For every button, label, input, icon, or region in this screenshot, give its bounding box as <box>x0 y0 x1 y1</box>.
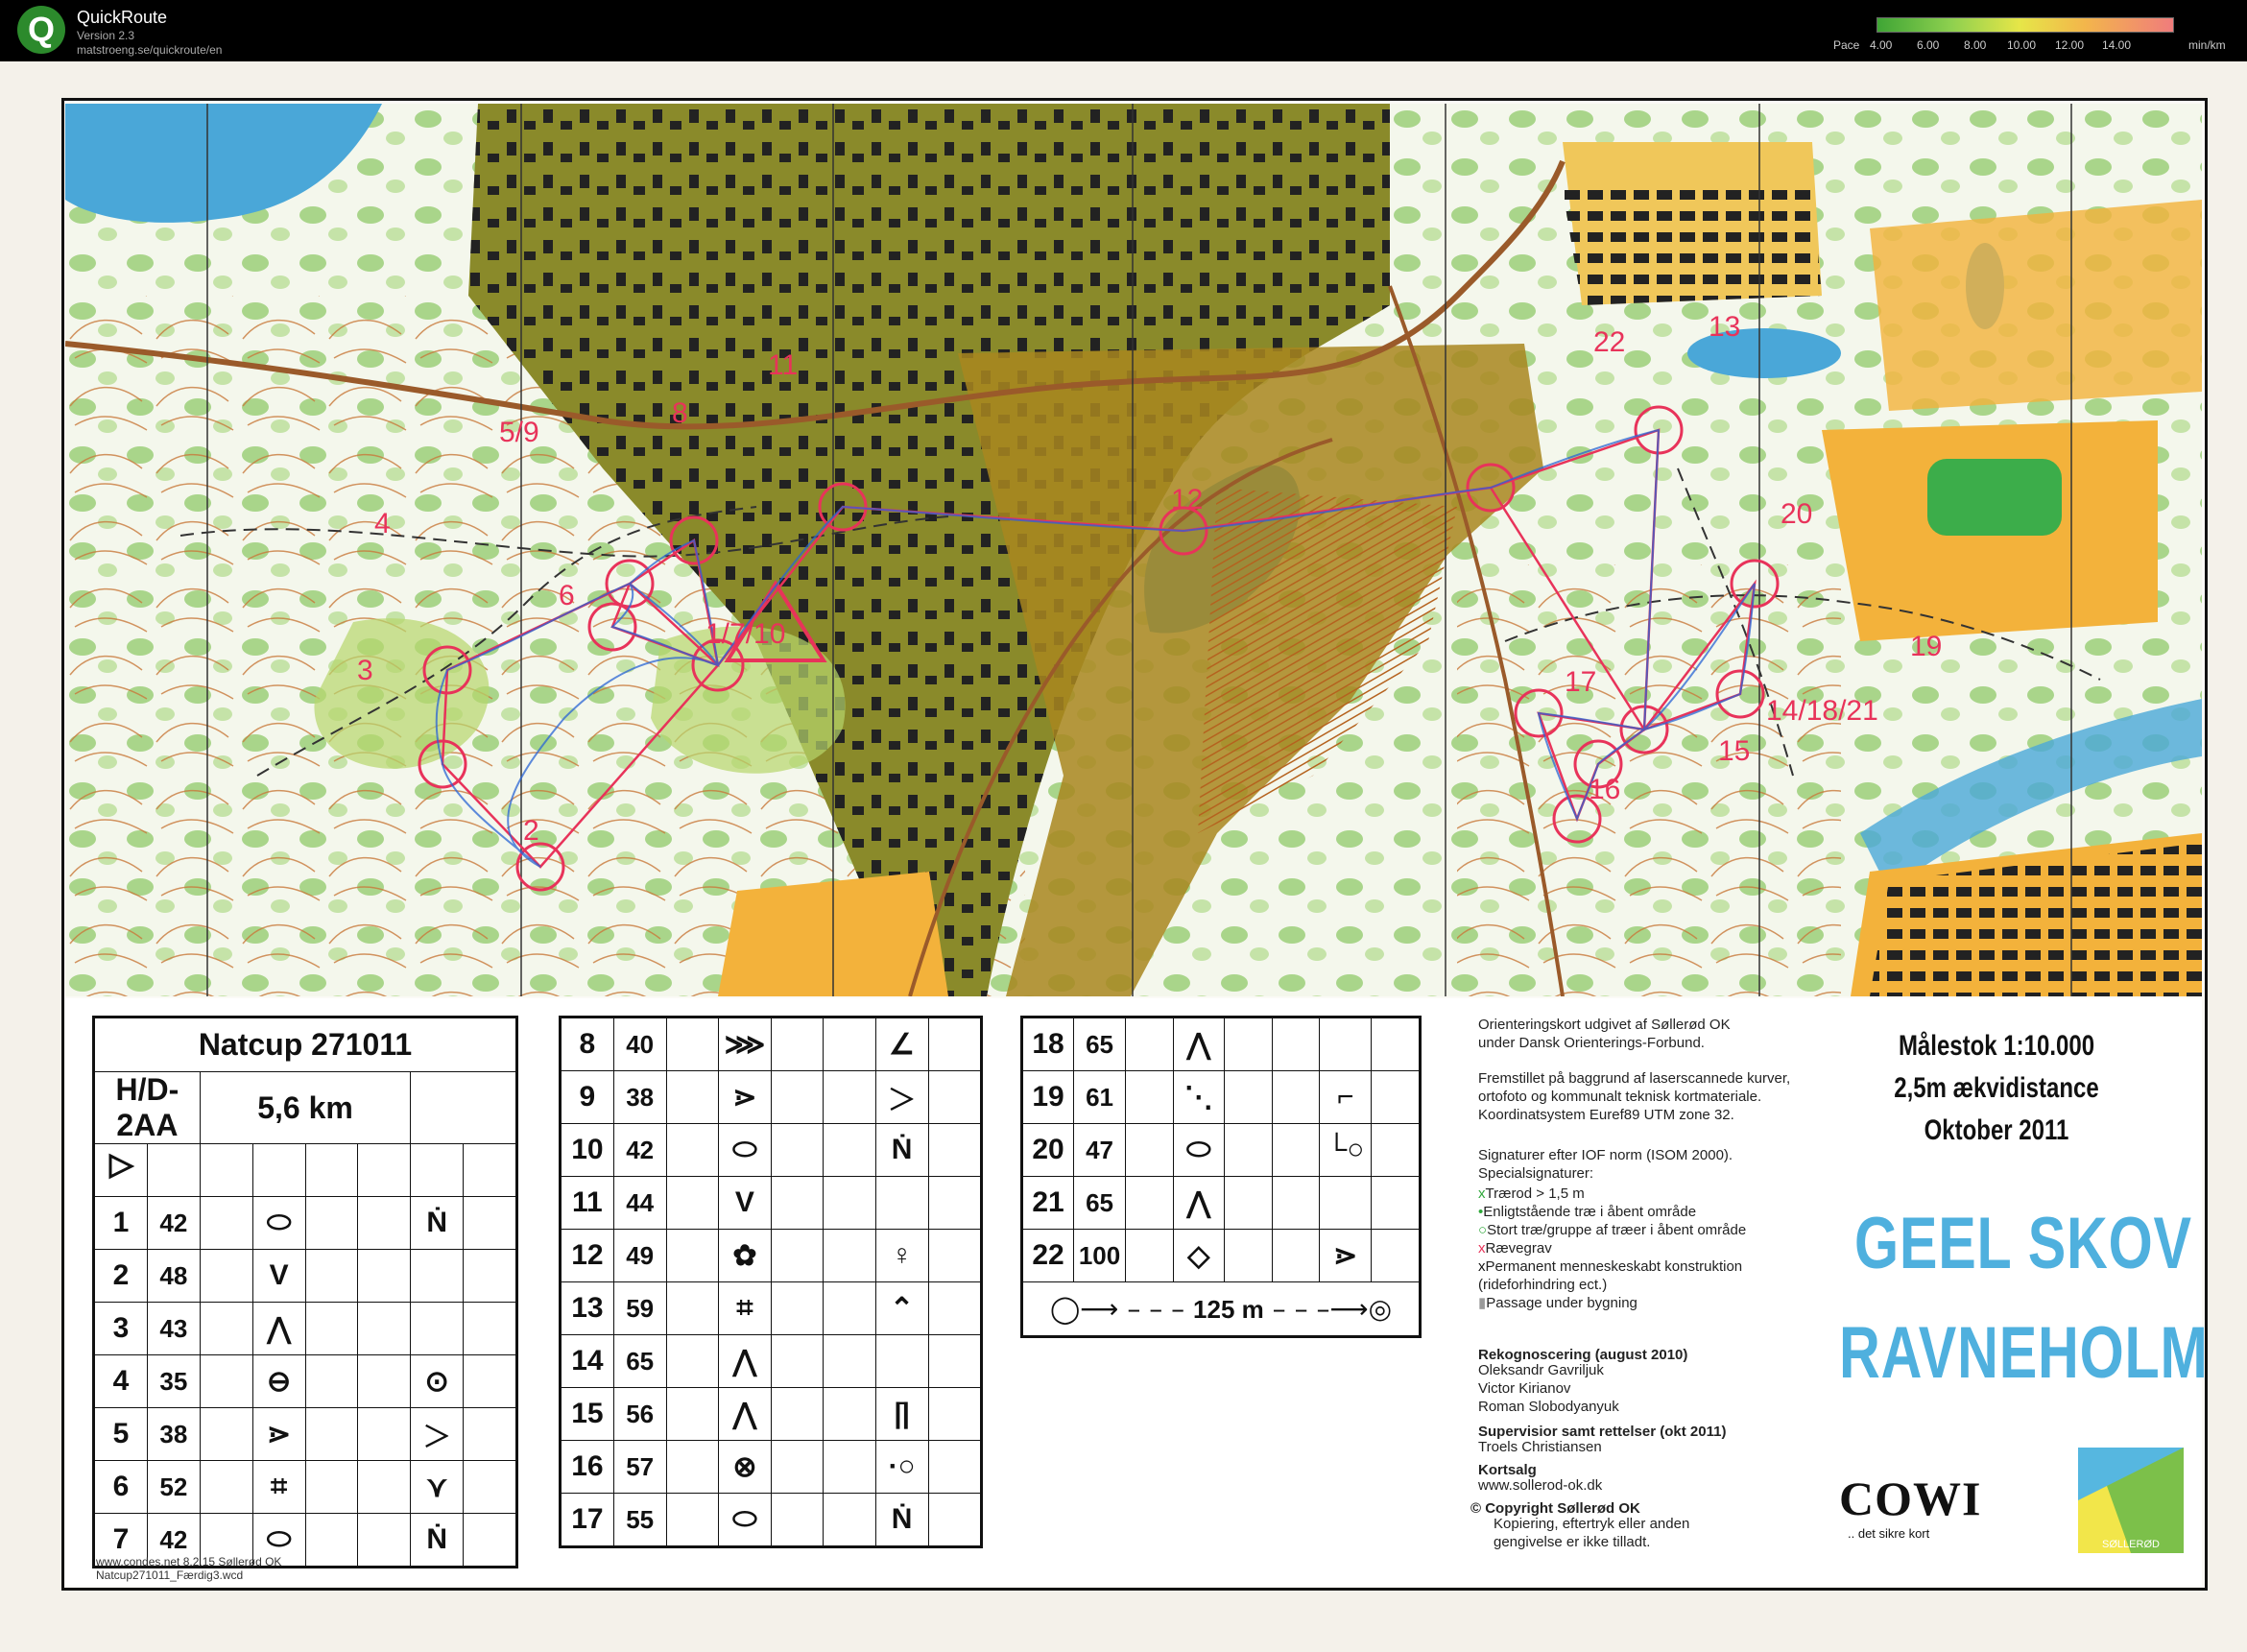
date-line: Oktober 2011 <box>1924 1114 2069 1146</box>
description-cell <box>1224 1177 1272 1230</box>
control-code: 48 <box>147 1250 200 1303</box>
description-cell <box>1272 1177 1320 1230</box>
feature-symbol-icon: ⌗ <box>252 1461 305 1514</box>
control-number: 16 <box>562 1441 614 1494</box>
control-row <box>95 1197 516 1250</box>
control-description-table-2 <box>559 1016 983 1548</box>
control-row <box>1023 1230 1420 1282</box>
pace-tick: 4.00 <box>1870 38 1893 52</box>
control-number: 9 <box>562 1071 614 1124</box>
feature-symbol-icon: ⋱ <box>1173 1071 1224 1124</box>
description-cell <box>358 1197 411 1250</box>
description-cell <box>305 1408 358 1461</box>
location-symbol-icon: ＞ <box>875 1071 928 1124</box>
description-cell <box>1224 1230 1272 1282</box>
description-cell <box>824 1124 875 1177</box>
special-symbol-icon: x <box>1478 1258 1486 1275</box>
location-symbol-icon: Ṅ <box>411 1514 464 1567</box>
pace-unit-label: min/km <box>2188 38 2226 52</box>
control-number: 15 <box>562 1388 614 1441</box>
location-symbol-icon: ⌐ <box>1320 1071 1372 1124</box>
description-cell <box>200 1303 252 1355</box>
special-symbol-text: Trærod > 1,5 m <box>1485 1185 1585 1202</box>
control-number: 18 <box>1023 1018 1074 1071</box>
control-number: 3 <box>95 1303 148 1355</box>
feature-symbol-icon: ⋀ <box>1173 1018 1224 1071</box>
scale-line: Målestok 1:10.000 <box>1898 1030 2095 1062</box>
quickroute-logo-icon: Q <box>17 6 65 54</box>
start-triangle-icon <box>95 1144 148 1197</box>
signatures-title: Signaturer efter IOF norm (ISOM 2000). Specialsignaturer: <box>1478 1147 1733 1182</box>
location-symbol-icon: ⋗ <box>1320 1230 1372 1282</box>
description-cell <box>358 1250 411 1303</box>
sponsor-logo: COWI <box>1839 1472 1982 1525</box>
description-cell <box>1372 1230 1420 1282</box>
location-symbol-icon: ＞ <box>411 1408 464 1461</box>
location-symbol-icon: ·○ <box>875 1441 928 1494</box>
feature-symbol-icon: ⊖ <box>252 1355 305 1408</box>
description-cell <box>771 1494 823 1546</box>
control-code: 42 <box>613 1124 666 1177</box>
description-cell <box>771 1441 823 1494</box>
app-title-bar <box>0 0 2247 61</box>
control-code: 43 <box>147 1303 200 1355</box>
description-cell <box>666 1335 718 1388</box>
description-cell <box>824 1335 875 1388</box>
control-11-label: 11 <box>768 349 799 381</box>
special-symbol-item <box>1478 1221 1746 1239</box>
control-row <box>95 1303 516 1355</box>
control-row <box>95 1355 516 1408</box>
supervisor-title: Supervisior samt rettelser (okt 2011) <box>1478 1424 1727 1440</box>
control-number: 5 <box>95 1408 148 1461</box>
description-cell <box>464 1408 516 1461</box>
description-cell <box>200 1408 252 1461</box>
settlement-northeast <box>1563 190 1822 305</box>
control-number: 14 <box>562 1335 614 1388</box>
basis-text: Fremstillet på baggrund af laserscannede kurver, ortofoto og kommunalt teknisk kortmateriale. Koordinatsystem Euref89 UTM zone 32. <box>1478 1070 1791 1123</box>
description-cell <box>824 1177 875 1230</box>
control-code: 61 <box>1074 1071 1126 1124</box>
description-cell <box>771 1071 823 1124</box>
control-row <box>1023 1071 1420 1124</box>
special-symbol-item <box>1478 1294 1746 1312</box>
description-cell <box>200 1250 252 1303</box>
location-symbol-icon: ∠ <box>875 1018 928 1071</box>
pace-scale-label: Pace <box>1833 38 1860 52</box>
control-code: 42 <box>147 1514 200 1567</box>
description-cell <box>1224 1071 1272 1124</box>
control-22-label: 22 <box>1593 326 1626 358</box>
control-number: 4 <box>95 1355 148 1408</box>
special-symbol-icon: x <box>1478 1240 1486 1257</box>
control-row <box>562 1441 981 1494</box>
control-row <box>562 1018 981 1071</box>
feature-symbol-icon: ⬭ <box>252 1197 305 1250</box>
map-canvas[interactable] <box>65 104 2202 996</box>
control-19-label: 19 <box>1910 631 1943 662</box>
special-symbol-item <box>1478 1203 1746 1221</box>
control-number: 17 <box>562 1494 614 1546</box>
feature-symbol-icon: ⋀ <box>1173 1177 1224 1230</box>
special-symbol-item <box>1478 1257 1746 1294</box>
description-cell <box>928 1335 981 1388</box>
control-13-label: 13 <box>1709 311 1741 343</box>
control-17-label: 17 <box>1565 666 1597 698</box>
description-cell <box>771 1124 823 1177</box>
description-cell <box>464 1355 516 1408</box>
copyright-text: Kopiering, eftertryk eller anden gengivelse er ikke tilladt. <box>1494 1516 1690 1550</box>
course-length: 5,6 km <box>200 1072 410 1144</box>
control-code: 49 <box>613 1230 666 1282</box>
pace-tick: 12.00 <box>2055 38 2085 52</box>
description-cell <box>928 1018 981 1071</box>
control-8-label: 8 <box>672 397 688 429</box>
feature-symbol-icon: ⌗ <box>718 1282 771 1335</box>
description-cell <box>666 1494 718 1546</box>
control-row <box>562 1282 981 1335</box>
scale-block <box>1881 1025 2112 1152</box>
description-cell <box>666 1230 718 1282</box>
description-cell <box>824 1018 875 1071</box>
special-symbol-text: Rævegrav <box>1485 1240 1552 1257</box>
description-cell <box>928 1282 981 1335</box>
control-code: 65 <box>613 1335 666 1388</box>
finish-leg-length: 125 m <box>1193 1295 1264 1324</box>
control-number: 21 <box>1023 1177 1074 1230</box>
control-code: 59 <box>613 1282 666 1335</box>
control-number: 6 <box>95 1461 148 1514</box>
control-12-label: 12 <box>1171 484 1204 515</box>
feature-symbol-icon: ◇ <box>1173 1230 1224 1282</box>
description-cell <box>200 1197 252 1250</box>
description-cell <box>928 1441 981 1494</box>
location-symbol-icon: ⋎ <box>411 1461 464 1514</box>
description-cell <box>1126 1124 1174 1177</box>
control-20-label: 20 <box>1781 498 1813 530</box>
description-cell <box>666 1388 718 1441</box>
special-symbol-item <box>1478 1185 1746 1203</box>
control-3-label: 3 <box>357 655 373 686</box>
pace-tick: 6.00 <box>1917 38 1940 52</box>
control-row <box>95 1461 516 1514</box>
course-class: H/D-2AA <box>95 1072 201 1144</box>
control-row <box>95 1250 516 1303</box>
orienteering-map[interactable] <box>65 104 2202 996</box>
special-symbols-list <box>1478 1185 1746 1312</box>
description-cell <box>200 1355 252 1408</box>
special-symbol-icon: x <box>1478 1185 1486 1202</box>
control-14-18-21-label: 14/18/21 <box>1766 695 1878 727</box>
feature-symbol-icon: ✿ <box>718 1230 771 1282</box>
control-code: 44 <box>613 1177 666 1230</box>
control-number: 12 <box>562 1230 614 1282</box>
control-row <box>1023 1124 1420 1177</box>
control-row <box>562 1388 981 1441</box>
control-number: 2 <box>95 1250 148 1303</box>
course-title: Natcup 271011 <box>95 1018 516 1072</box>
footer-line-1: www.condes.net 8.2.15 Søllerød OK <box>96 1555 282 1568</box>
control-number: 1 <box>95 1197 148 1250</box>
control-code: 38 <box>613 1071 666 1124</box>
location-symbol-icon <box>411 1250 464 1303</box>
control-16-label: 16 <box>1589 774 1621 805</box>
special-symbol-item <box>1478 1239 1746 1257</box>
control-description-table-1 <box>92 1016 518 1568</box>
feature-symbol-icon: ⬭ <box>1173 1124 1224 1177</box>
sale-title: Kortsalg <box>1478 1462 1537 1478</box>
location-symbol-icon: Ṅ <box>875 1494 928 1546</box>
description-cell <box>666 1018 718 1071</box>
pace-tick: 10.00 <box>2007 38 2037 52</box>
footer-line-2: Natcup271011_Færdig3.wcd <box>96 1568 244 1582</box>
location-symbol-icon <box>411 1303 464 1355</box>
supervisor-name: Troels Christiansen <box>1478 1439 1602 1455</box>
control-code: 52 <box>147 1461 200 1514</box>
feature-symbol-icon: ⬭ <box>718 1494 771 1546</box>
description-cell <box>1372 1071 1420 1124</box>
description-cell <box>928 1230 981 1282</box>
location-symbol-icon: └○ <box>1320 1124 1372 1177</box>
description-cell <box>1272 1230 1320 1282</box>
control-row <box>562 1177 981 1230</box>
contour-interval-line: 2,5m ækvidistance <box>1894 1072 2099 1104</box>
description-cell <box>1126 1071 1174 1124</box>
special-symbol-icon: • <box>1478 1204 1484 1220</box>
description-cell <box>666 1282 718 1335</box>
feature-symbol-icon: ⋀ <box>718 1388 771 1441</box>
pace-color-scale <box>1876 17 2174 33</box>
special-symbol-text: Enligtstående træ i åbent område <box>1483 1204 1697 1220</box>
location-symbol-icon <box>1320 1177 1372 1230</box>
feature-symbol-icon: ⬭ <box>252 1514 305 1567</box>
description-cell <box>824 1441 875 1494</box>
description-cell <box>1126 1177 1174 1230</box>
location-symbol-icon: ⊙ <box>411 1355 464 1408</box>
club-logo-icon <box>2078 1448 2184 1553</box>
description-cell <box>666 1124 718 1177</box>
control-row <box>562 1335 981 1388</box>
control-description-table-3 <box>1020 1016 1422 1338</box>
control-code: 57 <box>613 1441 666 1494</box>
control-number: 7 <box>95 1514 148 1567</box>
pace-tick: 14.00 <box>2102 38 2132 52</box>
feature-symbol-icon: ⊗ <box>718 1441 771 1494</box>
description-cell <box>928 1124 981 1177</box>
description-cell <box>464 1303 516 1355</box>
description-cell <box>305 1514 358 1567</box>
feature-symbol-icon: ⋀ <box>252 1303 305 1355</box>
app-url: matstroeng.se/quickroute/en <box>77 43 223 57</box>
location-symbol-icon <box>875 1335 928 1388</box>
control-row <box>562 1230 981 1282</box>
map-title-line-1: GEEL SKOV <box>1854 1203 2192 1284</box>
control-row <box>1023 1177 1420 1230</box>
control-2-label: 2 <box>523 815 539 847</box>
location-symbol-icon <box>1320 1018 1372 1071</box>
feature-symbol-icon: ⋗ <box>718 1071 771 1124</box>
feature-symbol-icon: V <box>718 1177 771 1230</box>
publisher-text: Orienteringskort udgivet af Søllerød OK under Dansk Orienterings-Forbund. <box>1478 1017 1731 1051</box>
control-code: 47 <box>1074 1124 1126 1177</box>
control-code: 38 <box>147 1408 200 1461</box>
description-cell <box>358 1461 411 1514</box>
description-cell <box>200 1461 252 1514</box>
control-code: 55 <box>613 1494 666 1546</box>
control-code: 56 <box>613 1388 666 1441</box>
description-cell <box>824 1494 875 1546</box>
control-1-7-10-label: 1/7/10 <box>705 618 786 650</box>
description-cell <box>305 1355 358 1408</box>
pace-tick: 8.00 <box>1964 38 1987 52</box>
special-symbol-text: Stort træ/gruppe af træer i åbent område <box>1487 1222 1747 1238</box>
special-symbol-text: Passage under bygning <box>1486 1295 1637 1311</box>
copyright-title: © Copyright Søllerød OK <box>1470 1500 1640 1517</box>
sale-url: www.sollerod-ok.dk <box>1478 1477 1603 1494</box>
control-15-label: 15 <box>1718 735 1751 767</box>
description-cell <box>666 1177 718 1230</box>
special-symbol-icon: ▮ <box>1478 1295 1487 1311</box>
description-cell <box>666 1441 718 1494</box>
special-symbol-text: Permanent menneskeskabt konstruktion (rideforhindring ect.) <box>1478 1258 1743 1293</box>
control-row <box>1023 1018 1420 1071</box>
recon-names: Oleksandr Gavriljuk Victor Kirianov Roman Slobodyanyuk <box>1478 1362 1619 1415</box>
description-cell <box>464 1197 516 1250</box>
description-cell <box>1126 1018 1174 1071</box>
description-cell <box>464 1250 516 1303</box>
description-cell <box>928 1494 981 1546</box>
description-cell <box>1272 1124 1320 1177</box>
control-row <box>562 1124 981 1177</box>
description-cell <box>771 1230 823 1282</box>
description-cell <box>1372 1177 1420 1230</box>
app-name: QuickRoute <box>77 8 168 27</box>
control-number: 11 <box>562 1177 614 1230</box>
control-4-label: 4 <box>374 508 391 539</box>
description-cell <box>464 1514 516 1567</box>
location-symbol-icon: Ṅ <box>411 1197 464 1250</box>
control-number: 19 <box>1023 1071 1074 1124</box>
control-row <box>562 1494 981 1546</box>
description-cell <box>1224 1018 1272 1071</box>
description-cell <box>1272 1071 1320 1124</box>
description-cell <box>305 1461 358 1514</box>
description-cell <box>928 1071 981 1124</box>
description-cell <box>305 1303 358 1355</box>
sponsor-tagline: .. det sikre kort <box>1848 1526 1930 1541</box>
description-cell <box>666 1071 718 1124</box>
location-symbol-icon: ⌃ <box>875 1282 928 1335</box>
description-cell <box>771 1388 823 1441</box>
control-code: 42 <box>147 1197 200 1250</box>
description-cell <box>358 1355 411 1408</box>
location-symbol-icon <box>875 1177 928 1230</box>
description-cell <box>1272 1018 1320 1071</box>
description-cell <box>358 1408 411 1461</box>
open-field-northeast <box>1870 200 2202 411</box>
control-6-label: 6 <box>559 580 575 611</box>
club-name: SØLLERØD <box>2102 1539 2160 1550</box>
description-cell <box>305 1197 358 1250</box>
control-code: 65 <box>1074 1018 1126 1071</box>
description-cell <box>824 1071 875 1124</box>
location-symbol-icon: Ṅ <box>875 1124 928 1177</box>
control-number: 8 <box>562 1018 614 1071</box>
feature-symbol-icon: V <box>252 1250 305 1303</box>
recon-title: Rekognoscering (august 2010) <box>1478 1347 1688 1363</box>
app-version: Version 2.3 <box>77 29 135 42</box>
description-cell <box>1126 1230 1174 1282</box>
control-number: 13 <box>562 1282 614 1335</box>
description-cell <box>824 1388 875 1441</box>
description-cell <box>771 1177 823 1230</box>
map-title-line-2: RAVNEHOLM <box>1839 1312 2209 1394</box>
feature-symbol-icon: ⋗ <box>252 1408 305 1461</box>
control-row <box>95 1408 516 1461</box>
description-cell <box>928 1388 981 1441</box>
description-cell <box>824 1282 875 1335</box>
control-row <box>562 1071 981 1124</box>
description-cell <box>464 1461 516 1514</box>
description-cell <box>771 1018 823 1071</box>
feature-symbol-icon: ⋀ <box>718 1335 771 1388</box>
control-code: 40 <box>613 1018 666 1071</box>
control-code: 100 <box>1074 1230 1126 1282</box>
control-5-9-label: 5/9 <box>499 417 539 448</box>
description-cell <box>771 1335 823 1388</box>
description-cell <box>1372 1124 1420 1177</box>
description-cell <box>358 1514 411 1567</box>
description-cell <box>928 1177 981 1230</box>
feature-symbol-icon: ⋙ <box>718 1018 771 1071</box>
finish-leg-row: ◯⟶ – – – 125 m – – –⟶◎ <box>1023 1282 1420 1336</box>
sports-field <box>1927 459 2062 536</box>
location-symbol-icon: |̄| <box>875 1388 928 1441</box>
control-number: 10 <box>562 1124 614 1177</box>
control-code: 65 <box>1074 1177 1126 1230</box>
description-cell <box>824 1230 875 1282</box>
control-code: 35 <box>147 1355 200 1408</box>
description-cell <box>358 1303 411 1355</box>
feature-symbol-icon: ⬭ <box>718 1124 771 1177</box>
description-cell <box>1372 1018 1420 1071</box>
special-symbol-icon: ○ <box>1478 1222 1488 1238</box>
control-number: 22 <box>1023 1230 1074 1282</box>
description-cell <box>305 1250 358 1303</box>
description-cell <box>771 1282 823 1335</box>
description-cell <box>1224 1124 1272 1177</box>
location-symbol-icon: ♀ <box>875 1230 928 1282</box>
control-number: 20 <box>1023 1124 1074 1177</box>
